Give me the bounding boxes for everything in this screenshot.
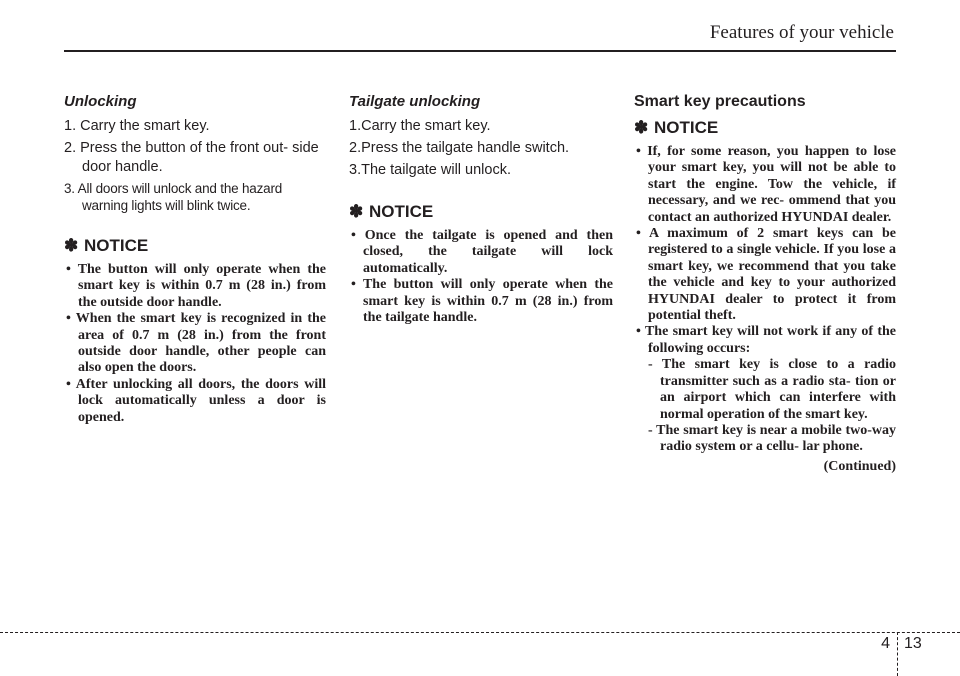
running-header-title: Features of your vehicle [709,22,894,43]
chapter-number: 4 [881,635,890,652]
notice-item: • A maximum of 2 smart keys can be registered to a single vehicle. If you lose a smart key, we recommend that you take the vehicle and key to your authorized HYUNDAI dealer to protect it from potential theft. [634,226,896,324]
notice-item: • The button will only operate when the smart key is within 0.7 m (28 in.) from the outside door handle. [64,262,326,311]
notice-list [349,228,613,326]
notice-icon: ✽ [634,118,649,137]
footer-rule [0,632,960,633]
step-1: 1.Carry the smart key. [349,118,491,134]
column-tailgate-unlocking [349,92,613,326]
sub-item: - The smart key is close to a radio transmitter such as a radio sta- tion or an airport which can interfere with normal operation of the smart key. [648,357,896,423]
notice-item: • If, for some reason, you happen to lose your smart key, you will not be able to start the engine. Tow the vehicle, if necessary, and we rec- ommend that you contact an authorized HYUNDAI dealer. [634,144,896,226]
notice-heading [634,118,896,138]
notice-list [634,144,896,456]
section-title: Smart key precautions [634,93,806,110]
notice-heading [64,236,326,256]
unlocking-steps [64,117,326,214]
notice-item: • Once the tailgate is opened and then closed, the tailgate will lock automatically. [349,228,613,277]
notice-icon: ✽ [349,202,364,221]
step-3: 3. All doors will unlock and the hazard warning lights will blink twice. [64,181,283,213]
step-3: 3.The tailgate will unlock. [349,162,511,178]
sub-list [648,357,896,455]
step-1: 1. Carry the smart key. [64,118,210,134]
notice-item: • After unlocking all doors, the doors will lock automatically unless a door is opened. [64,377,326,426]
notice-item-text: The smart key will not work if any of the following occurs: [644,324,896,356]
step-2: 2. Press the button of the front out- side door handle. [64,140,319,175]
footer-divider [897,632,898,676]
continued-label: (Continued) [823,458,896,474]
tailgate-steps [349,117,613,180]
header-rule [64,50,896,52]
notice-title: NOTICE [84,236,149,255]
notice-item: • When the smart key is recognized in the area of 0.7 m (28 in.) from the front outside door handle, other people can also open the doors. [64,311,326,377]
notice-title: NOTICE [654,118,719,137]
notice-item: • The button will only operate when the smart key is within 0.7 m (28 in.) from the tailgate handle. [349,277,613,326]
step-2: 2.Press the tailgate handle switch. [349,140,570,156]
notice-item [634,324,896,455]
column-unlocking [64,92,326,426]
sub-item: - The smart key is near a mobile two-way radio system or a cellu- lar phone. [648,423,896,456]
subhead-tailgate-unlocking: Tailgate unlocking [349,93,481,110]
notice-title: NOTICE [369,202,434,221]
subhead-unlocking: Unlocking [64,93,137,110]
page-number: 13 [904,635,922,652]
notice-heading [349,202,613,222]
notice-icon: ✽ [64,236,79,255]
column-smart-key-precautions [634,92,896,476]
notice-list [64,262,326,426]
